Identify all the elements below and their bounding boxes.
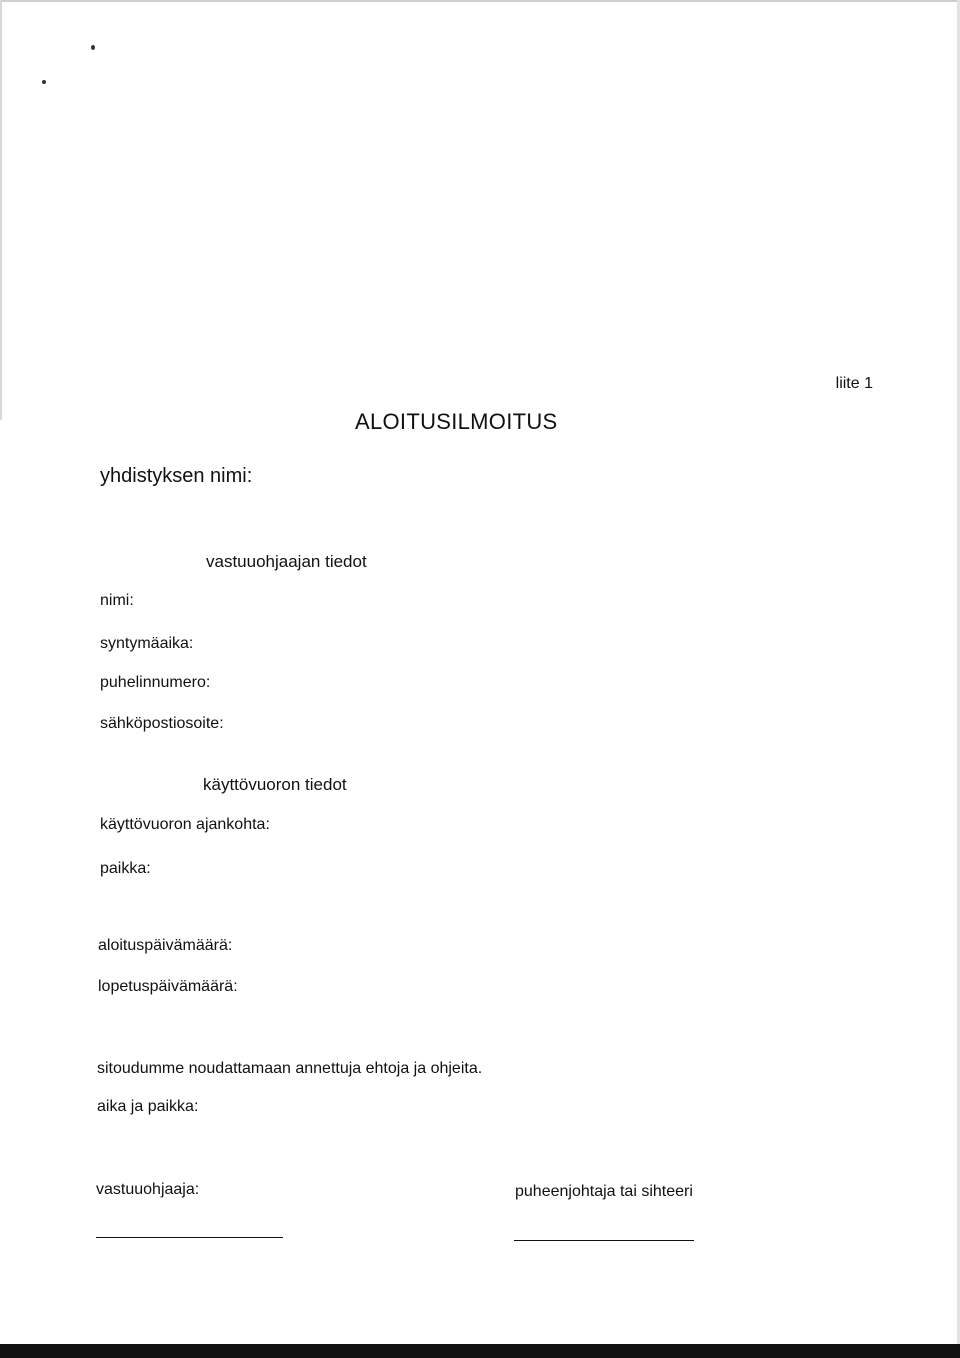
scan-speck	[91, 45, 95, 50]
document-title: ALOITUSILMOITUS	[355, 409, 558, 434]
field-birthdate-label: syntymäaika:	[100, 635, 194, 652]
scan-edge-left	[0, 0, 2, 420]
shift-section-heading: käyttövuoron tiedot	[203, 775, 347, 794]
scan-speck	[42, 80, 46, 84]
field-shift-time-label: käyttövuoron ajankohta:	[100, 816, 270, 833]
field-email-label: sähköpostiosoite:	[100, 715, 224, 732]
supervisor-section-heading: vastuuohjaajan tiedot	[206, 552, 367, 571]
commitment-statement: sitoudumme noudattamaan annettuja ehtoja ja ohjeita.	[97, 1060, 483, 1077]
scan-edge-bottom	[0, 1344, 960, 1358]
field-phone-label: puhelinnumero:	[100, 674, 211, 691]
end-date-label: lopetuspäivämäärä:	[98, 978, 238, 995]
supervisor-signature-line	[96, 1237, 283, 1238]
chair-signature-line	[514, 1240, 694, 1241]
field-place-label: paikka:	[100, 860, 151, 877]
chair-signature-label: puheenjohtaja tai sihteeri	[515, 1183, 693, 1200]
field-name-label: nimi:	[100, 592, 134, 609]
start-date-label: aloituspäivämäärä:	[98, 937, 233, 954]
supervisor-signature-label: vastuuohjaaja:	[96, 1181, 200, 1198]
association-name-label: yhdistyksen nimi:	[100, 465, 253, 487]
attachment-label: liite 1	[835, 375, 873, 392]
scan-edge-top	[0, 0, 960, 2]
time-place-label: aika ja paikka:	[97, 1098, 199, 1115]
